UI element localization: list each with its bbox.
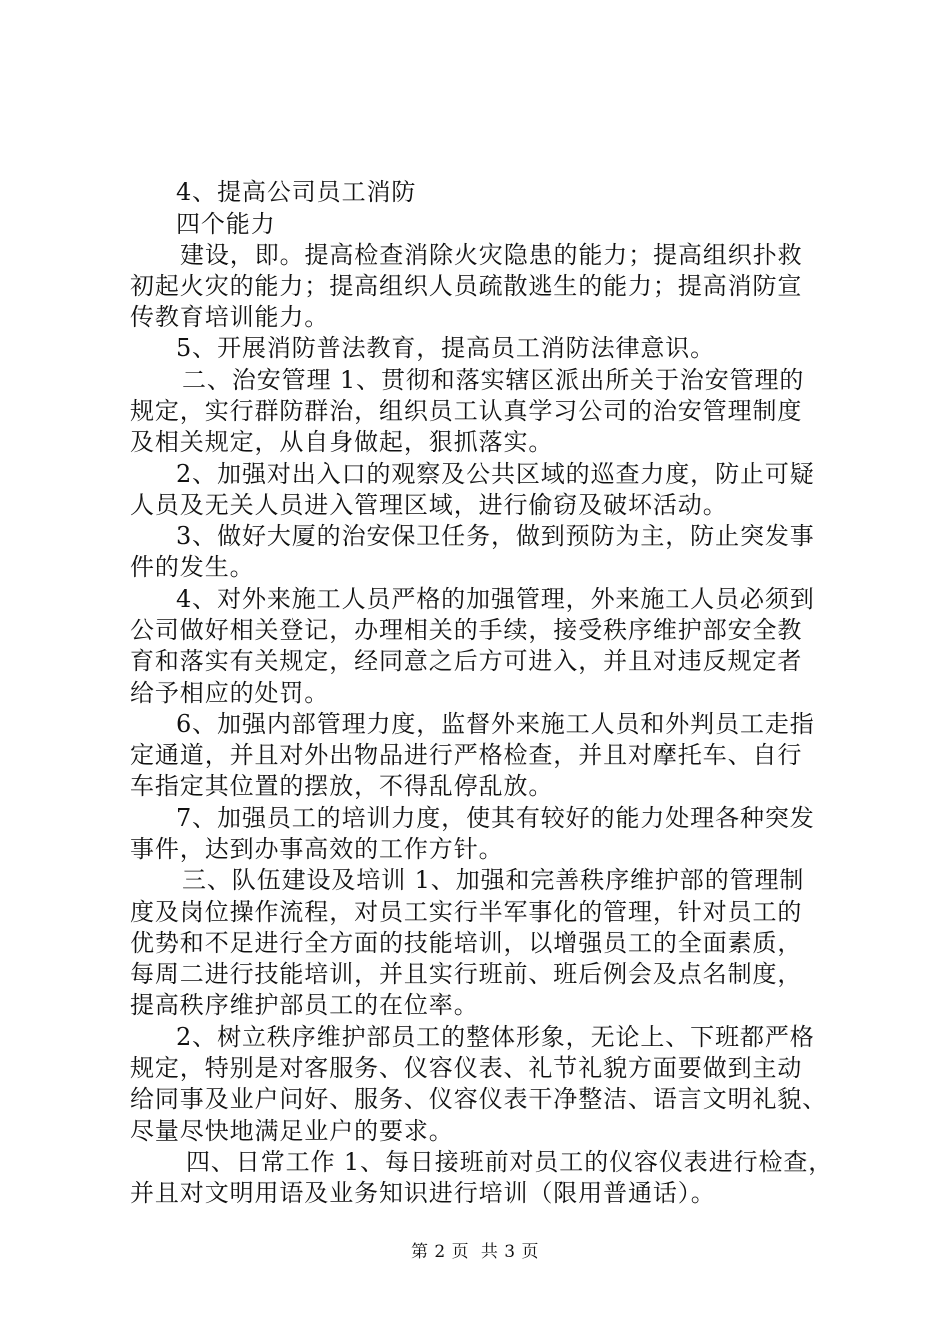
text-line: 初起火灾的能力；提高组织人员疏散逃生的能力；提高消防宣: [130, 272, 803, 300]
text-line: 件的发生。: [130, 553, 255, 581]
text-line: 7、加强员工的培训力度，使其有较好的能力处理各种突发: [176, 804, 815, 832]
text-line: 4、对外来施工人员严格的加强管理，外来施工人员必须到: [176, 585, 815, 613]
text-line: 定通道，并且对外出物品进行严格检查，并且对摩托车、自行: [130, 741, 803, 769]
text-line: 三、队伍建设及培训 1、加强和完善秩序维护部的管理制: [182, 866, 805, 894]
text-line: 给予相应的处罚。: [130, 679, 330, 707]
text-line: 尽量尽快地满足业户的要求。: [130, 1117, 454, 1145]
text-line: 2、加强对出入口的观察及公共区域的巡查力度，防止可疑: [176, 460, 815, 488]
text-line: 人员及无关人员进入管理区域，进行偷窃及破坏活动。: [130, 491, 728, 519]
text-line: 公司做好相关登记，办理相关的手续，接受秩序维护部安全教: [130, 616, 803, 644]
text-line: 传教育培训能力。: [130, 303, 330, 331]
text-line: 育和落实有关规定，经同意之后方可进入，并且对违反规定者: [130, 647, 803, 675]
text-line: 并且对文明用语及业务知识进行培训（限用普通话）。: [130, 1179, 716, 1207]
text-line: 提高秩序维护部员工的在位率。: [130, 991, 479, 1019]
text-line: 及相关规定，从自身做起，狠抓落实。: [130, 428, 554, 456]
text-line: 建设，即。提高检查消除火灾隐患的能力；提高组织扑救: [180, 241, 803, 269]
text-line: 4、提高公司员工消防: [176, 178, 417, 206]
text-line: 每周二进行技能培训，并且实行班前、班后例会及点名制度，: [130, 960, 803, 988]
text-line: 规定，实行群防群治，组织员工认真学习公司的治安管理制度: [130, 397, 803, 425]
text-line: 二、治安管理 1、贯彻和落实辖区派出所关于治安管理的: [182, 366, 805, 394]
text-line: 2、树立秩序维护部员工的整体形象，无论上、下班都严格: [176, 1023, 815, 1051]
text-line: 6、加强内部管理力度，监督外来施工人员和外判员工走指: [176, 710, 815, 738]
text-line: 给同事及业户问好、服务、仪容仪表干净整洁、语言文明礼貌、: [130, 1085, 828, 1113]
page-number-footer: 第 2 页 共 3 页: [410, 1242, 540, 1262]
text-line: 规定，特别是对客服务、仪容仪表、礼节礼貌方面要做到主动: [130, 1054, 803, 1082]
text-line: 四个能力: [176, 210, 276, 238]
text-line: 优势和不足进行全方面的技能培训，以增强员工的全面素质，: [130, 929, 803, 957]
text-line: 四、日常工作 1、每日接班前对员工的仪容仪表进行检查，: [186, 1148, 834, 1176]
text-line: 事件，达到办事高效的工作方针。: [130, 835, 504, 863]
text-line: 3、做好大厦的治安保卫任务，做到预防为主，防止突发事: [176, 522, 815, 550]
text-line: 车指定其位置的摆放，不得乱停乱放。: [130, 772, 554, 800]
text-line: 5、开展消防普法教育，提高员工消防法律意识。: [176, 334, 716, 362]
text-line: 度及岗位操作流程，对员工实行半军事化的管理，针对员工的: [130, 898, 803, 926]
